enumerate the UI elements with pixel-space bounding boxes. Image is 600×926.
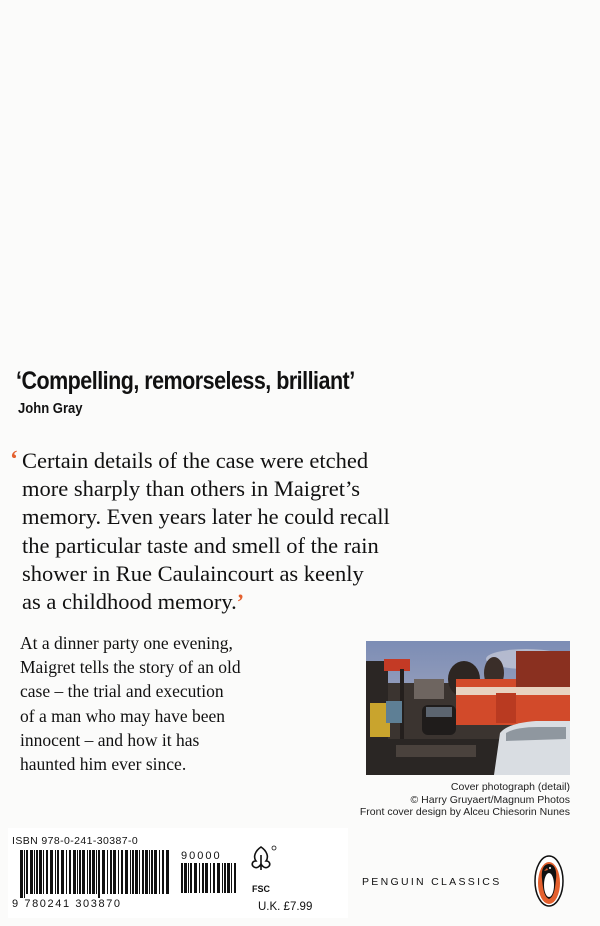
excerpt-line: the particular taste and smell of the rain <box>22 532 379 558</box>
barcode-bar <box>151 850 153 894</box>
barcode-bar <box>139 850 140 894</box>
barcode-bar <box>222 863 223 893</box>
addon-barcode <box>181 863 239 911</box>
barcode-bar <box>77 850 78 894</box>
barcode-bar <box>210 863 211 893</box>
isbn-barcode <box>20 850 170 898</box>
barcode-bar <box>24 850 25 898</box>
barcode-bar <box>61 850 64 894</box>
barcode-bar <box>69 850 71 894</box>
barcode-bar <box>202 863 204 893</box>
barcode-bar <box>142 850 144 894</box>
barcode-bar <box>98 850 100 898</box>
barcode-bar <box>224 863 226 893</box>
barcode-bar <box>79 850 81 894</box>
fsc-logo <box>245 845 277 894</box>
excerpt-last-text: as a childhood memory. <box>22 589 237 615</box>
blurb-line: innocent – and how it has <box>20 729 200 750</box>
barcode-bar <box>231 863 232 893</box>
barcode-bar <box>181 863 183 893</box>
blurb-line: case – the trial and execution <box>20 681 224 702</box>
cover-credits <box>360 781 570 819</box>
barcode-bar <box>118 850 119 894</box>
credit-line: Cover photograph (detail) <box>450 781 570 793</box>
series-name: PENGUIN CLASSICS <box>362 876 502 888</box>
barcode-bar <box>82 850 85 894</box>
barcode-bar <box>190 863 192 893</box>
barcode-bar <box>154 850 157 894</box>
barcode-bar <box>166 850 169 894</box>
barcode-bar <box>55 850 56 894</box>
barcode-bar <box>205 863 208 893</box>
barcode-bar <box>46 850 48 894</box>
barcode-bar <box>159 850 160 894</box>
barcode-bar <box>30 850 33 894</box>
barcode-bar <box>132 850 134 894</box>
barcode-bar <box>199 863 200 893</box>
excerpt-line: shower in Rue Caulaincourt as keenly <box>22 560 364 586</box>
price-addon-number: 90000 <box>181 850 222 862</box>
barcode-bar <box>135 850 138 894</box>
cover-photograph <box>366 641 570 775</box>
blurb-line: Maigret tells the story of an old <box>20 657 241 678</box>
barcode-bar <box>162 850 164 894</box>
barcode-bar <box>113 850 116 894</box>
blurb-line: At a dinner party one evening, <box>20 633 233 653</box>
excerpt-line: memory. Even years later he could recall <box>22 504 390 530</box>
barcode-bar <box>66 850 67 894</box>
barcode-bar <box>110 850 112 894</box>
excerpt-close-quote: ’ <box>236 589 245 615</box>
barcode-bar <box>43 850 44 894</box>
barcode-bar <box>96 850 97 894</box>
fsc-tree-icon <box>245 845 277 881</box>
barcode-bar <box>102 850 105 894</box>
isbn-number: ISBN 978-0-241-30387-0 <box>12 835 139 847</box>
excerpt-open-quote: ‘ <box>10 447 18 473</box>
excerpt-line-last <box>14 588 414 616</box>
barcode-bar <box>149 850 150 894</box>
blurb <box>20 631 320 776</box>
barcode-digits: 9 780241 303870 <box>12 898 122 910</box>
barcode-bar <box>125 850 128 894</box>
excerpt-line: more sharply than others in Maigret’s <box>22 476 361 502</box>
penguin-icon <box>534 855 564 912</box>
barcode-bar <box>188 863 189 893</box>
barcode-bar <box>234 863 236 893</box>
barcode-bar <box>194 863 197 893</box>
barcode-bar <box>121 850 123 894</box>
barcode-bar <box>107 850 108 894</box>
barcode-bar <box>217 863 220 893</box>
excerpt <box>14 447 414 616</box>
blurb-line: haunted him ever since. <box>20 754 187 775</box>
barcode-bar <box>39 850 42 894</box>
barcode-bar <box>20 850 23 898</box>
barcode-bar <box>184 863 187 893</box>
barcode-bar <box>213 863 215 893</box>
barcode-bar <box>34 850 35 894</box>
blurb-line: of a man who may have been <box>20 705 226 726</box>
barcode-bar <box>50 850 53 894</box>
fsc-label: FSC <box>252 884 270 894</box>
price: U.K. £7.99 <box>258 901 313 913</box>
barcode-bar <box>227 863 230 893</box>
penguin-logo-svg <box>534 855 564 907</box>
barcode-bar <box>87 850 88 894</box>
credit-line: Front cover design by Alceu Chiesorin Nunes <box>359 806 570 818</box>
barcode-bar <box>73 850 76 894</box>
barcode-bar <box>89 850 91 894</box>
cover-photograph-image <box>366 641 570 775</box>
barcode-bar <box>26 850 28 894</box>
excerpt-line: Certain details of the case were etched <box>22 448 369 473</box>
credit-line: © Harry Gruyaert/Magnum Photos <box>410 793 570 806</box>
barcode-bar <box>36 850 38 894</box>
review-quote: ‘Compelling, remorseless, brilliant’ <box>16 367 355 395</box>
barcode-bar <box>145 850 148 894</box>
barcode-bar <box>92 850 95 894</box>
barcode-bar <box>130 850 131 894</box>
barcode-bar <box>57 850 59 894</box>
review-author: John Gray <box>18 401 83 417</box>
